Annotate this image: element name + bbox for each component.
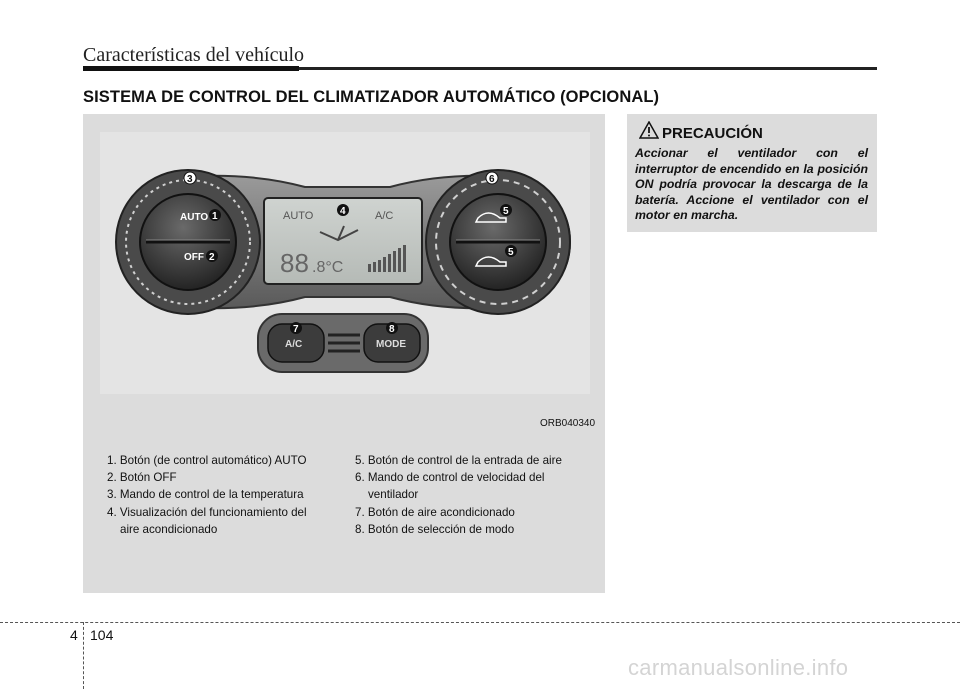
footer-divider [0, 622, 960, 623]
caption-item-continued: aire acondicionado [120, 522, 218, 536]
ac-button-label: A/C [285, 339, 303, 350]
marker-4: 4 [340, 206, 346, 217]
caption-item: 6. Mando de control de velocidad del [355, 471, 545, 485]
mode-button-label: MODE [376, 339, 406, 350]
lcd-ac-label: A/C [375, 210, 394, 222]
marker-5b: 5 [508, 247, 514, 258]
caption-item: 8. Botón de selección de modo [355, 522, 515, 536]
caption-item-continued: ventilador [368, 488, 419, 502]
warning-icon [639, 121, 659, 139]
chapter-number: 4 [70, 627, 78, 643]
marker-1: 1 [212, 211, 218, 222]
page-number: 104 [90, 627, 114, 643]
marker-6: 6 [489, 174, 495, 185]
marker-5a: 5 [503, 206, 509, 217]
section-title: SISTEMA DE CONTROL DEL CLIMATIZADOR AUTOMÁTICO (OPCIONAL) [83, 88, 660, 106]
lcd-digits: 88 [280, 248, 309, 278]
caption-list-right [355, 452, 562, 538]
lcd-temperature: .8°C [312, 259, 344, 276]
auto-button-label: AUTO [180, 212, 209, 223]
caption-list-left [107, 452, 307, 538]
footer-vertical-divider [83, 622, 84, 689]
marker-7: 7 [293, 324, 299, 335]
marker-2: 2 [209, 252, 215, 263]
caption-item: 7. Botón de aire acondicionado [355, 505, 515, 519]
figure-image-area [100, 132, 590, 394]
lcd-auto-label: AUTO [283, 210, 314, 222]
caution-title: PRECAUCIÓN [662, 125, 763, 142]
marker-3: 3 [187, 174, 193, 185]
header-title: Características del vehículo [83, 44, 305, 66]
caption-item: 1. Botón (de control automático) AUTO [107, 454, 307, 467]
figure-code: ORB040340 [540, 418, 596, 429]
header-rule-accent [83, 66, 299, 71]
caption-item: 5. Botón de control de la entrada de aire [355, 454, 562, 467]
caption-item: 3. Mando de control de la temperatura [107, 488, 304, 502]
caption-item: 2. Botón OFF [107, 471, 177, 485]
caution-text: Accionar el ventilador con el interruptor de encendido en la posición ON podría provocar la descarga de la batería. Accione el ventilador con el motor en marcha. [635, 146, 868, 223]
caption-item: 4. Visualización del funcionamiento del [107, 505, 307, 519]
watermark: carmanualsonline.info [628, 655, 849, 680]
marker-8: 8 [389, 324, 395, 335]
climate-control-illustration [100, 132, 590, 394]
off-button-label: OFF [184, 252, 204, 263]
